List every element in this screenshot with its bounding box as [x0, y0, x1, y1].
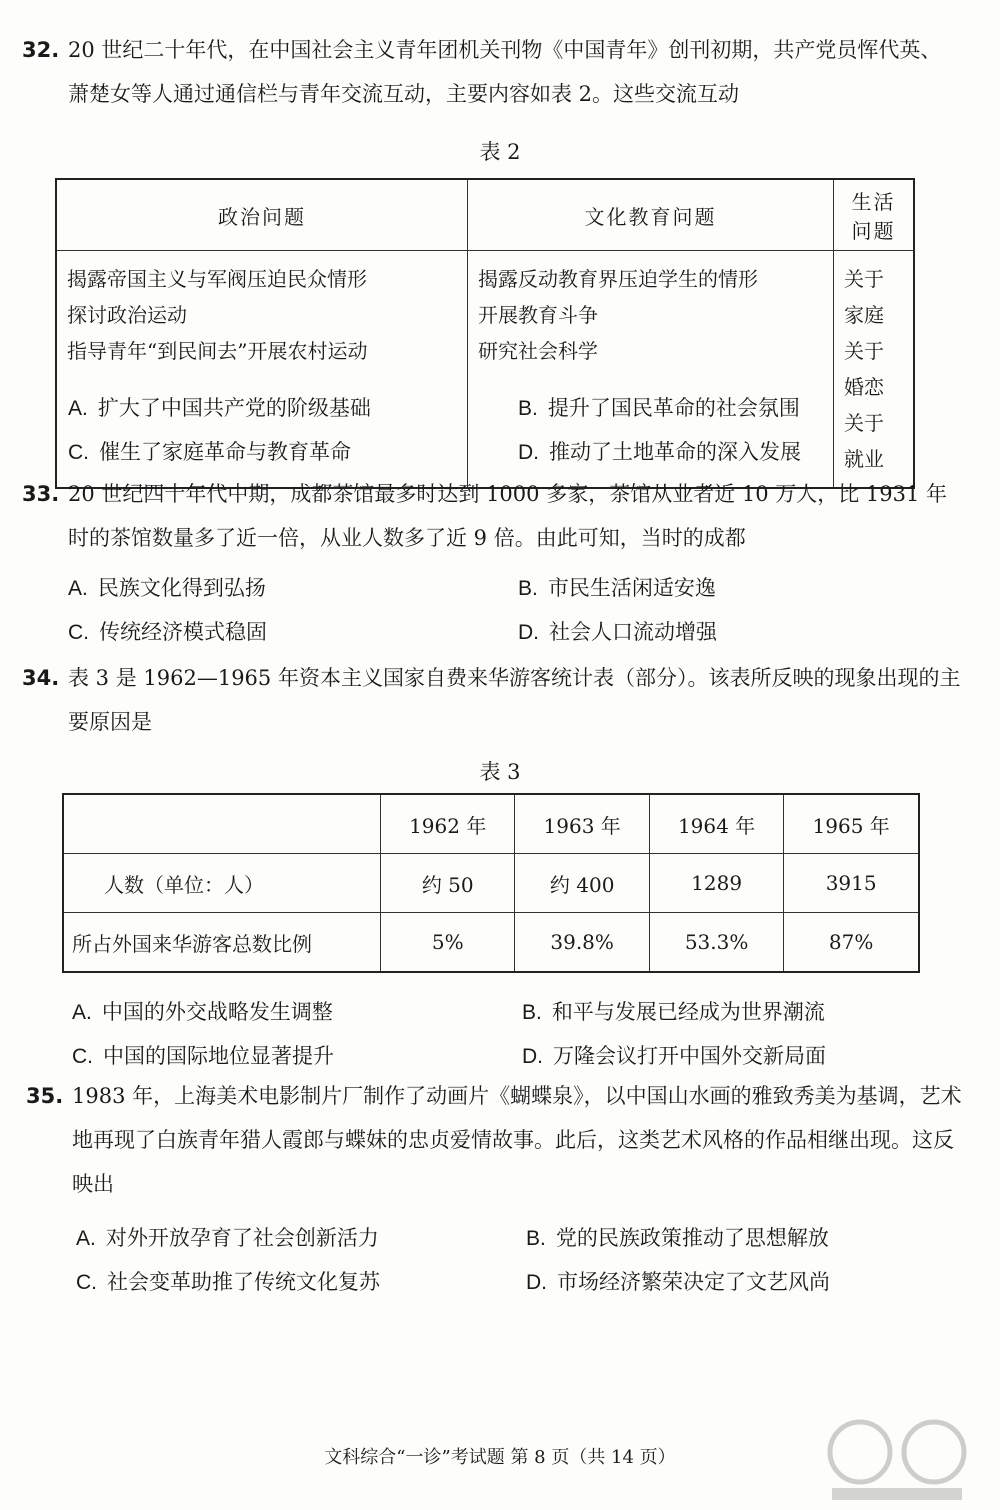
table-header: 文化教育问题: [468, 179, 834, 251]
table-cell: 5%: [381, 913, 515, 973]
option-text: 对外开放孕育了社会创新活力: [105, 1226, 379, 1250]
table-cell: 约 50: [381, 854, 515, 913]
cell-line: 研究社会科学: [478, 339, 598, 363]
option-text: 中国的国际地位显著提升: [103, 1044, 334, 1068]
option-letter: D.: [518, 441, 539, 464]
option-text: 中国的外交战略发生调整: [101, 1000, 333, 1024]
question-number: 34.: [22, 666, 60, 690]
options-34: [72, 990, 972, 1078]
option-c[interactable]: [68, 610, 518, 654]
cell-line: 揭露帝国主义与军阀压迫民众情形: [67, 267, 367, 291]
option-b[interactable]: [518, 566, 968, 610]
option-letter: B.: [522, 1001, 542, 1024]
table-cell: 53.3%: [649, 913, 783, 973]
cell-line: 关于家庭: [844, 267, 884, 327]
option-letter: A.: [72, 1001, 92, 1024]
option-a[interactable]: [68, 566, 518, 610]
option-text: 党的民族政策推动了思想解放: [555, 1226, 829, 1250]
table-cell: 3915: [784, 854, 919, 913]
option-text: 提升了国民革命的社会氛围: [547, 396, 800, 420]
option-text: 社会人口流动增强: [549, 620, 717, 644]
question-stem: 表 3 是 1962—1965 年资本主义国家自费来华游客统计表（部分）。该表所反映的现象出现的主要原因是: [68, 666, 961, 734]
option-c[interactable]: [76, 1260, 526, 1304]
option-text: 扩大了中国共产党的阶级基础: [97, 396, 371, 420]
option-letter: A.: [68, 397, 88, 420]
table-3: [62, 793, 920, 973]
option-letter: C.: [68, 441, 89, 464]
table-header: 1965 年: [784, 794, 919, 854]
row-label: 所占外国来华游客总数比例: [63, 913, 381, 973]
option-text: 传统经济模式稳固: [99, 620, 267, 644]
table-cell: 87%: [784, 913, 919, 973]
page-footer: 文科综合“一诊”考试题 第 8 页（共 14 页）: [324, 1447, 676, 1468]
option-b[interactable]: [522, 990, 972, 1034]
option-text: 和平与发展已经成为世界潮流: [551, 1000, 825, 1024]
cell-line: 探讨政治运动: [67, 303, 187, 327]
table-header: 政治问题: [56, 179, 468, 251]
option-letter: D.: [522, 1045, 543, 1068]
question-number: 33.: [22, 482, 60, 506]
option-letter: C.: [72, 1045, 93, 1068]
cell-line: 指导青年“到民间去”开展农村运动: [67, 339, 368, 363]
table-caption: 表 3: [479, 760, 521, 784]
table-corner-cell: [63, 794, 381, 854]
option-text: 催生了家庭革命与教育革命: [99, 440, 351, 464]
cell-line: 开展教育斗争: [478, 303, 598, 327]
option-letter: C.: [68, 621, 89, 644]
table-cell: 39.8%: [515, 913, 649, 973]
option-text: 市场经济繁荣决定了文艺风尚: [557, 1270, 830, 1294]
option-a[interactable]: [68, 386, 518, 430]
table-cell: 1289: [649, 854, 783, 913]
option-letter: B.: [518, 397, 538, 420]
watermark-logo-icon: [812, 1410, 982, 1505]
option-letter: B.: [526, 1227, 546, 1250]
options-33: [68, 566, 968, 654]
row-label: 人数（单位：人）: [63, 854, 381, 913]
options-32: [68, 386, 968, 474]
option-a[interactable]: [76, 1216, 526, 1260]
option-letter: D.: [518, 621, 539, 644]
option-letter: D.: [526, 1271, 547, 1294]
option-text: 民族文化得到弘扬: [97, 576, 266, 600]
option-d[interactable]: [526, 1260, 976, 1304]
option-b[interactable]: [518, 386, 968, 430]
table-header: 1964 年: [649, 794, 783, 854]
cell-line: 关于婚恋: [844, 339, 884, 399]
option-letter: C.: [76, 1271, 97, 1294]
option-letter: A.: [68, 577, 88, 600]
option-d[interactable]: [518, 610, 968, 654]
option-b[interactable]: [526, 1216, 976, 1260]
question-35: [26, 1074, 966, 1206]
option-text: 社会变革助推了传统文化复苏: [107, 1270, 380, 1294]
question-number: 35.: [26, 1084, 64, 1108]
table-header: 1962 年: [381, 794, 515, 854]
table-header: 生活问题: [834, 179, 915, 251]
table-caption: 表 2: [479, 140, 521, 164]
question-stem: 20 世纪二十年代，在中国社会主义青年团机关刊物《中国青年》创刊初期，共产党员恽代英、萧楚女等人通过通信栏与青年交流互动，主要内容如表 2。这些交流互动: [68, 38, 942, 106]
option-a[interactable]: [72, 990, 522, 1034]
options-35: [76, 1216, 976, 1304]
cell-line: 揭露反动教育界压迫学生的情形: [478, 267, 758, 291]
question-stem: 1983 年，上海美术电影制片厂制作了动画片《蝴蝶泉》，以中国山水画的雅致秀美为基调，艺术地再现了白族青年猎人霞郎与蝶妹的忠贞爱情故事。此后，这类艺术风格的作品相继出现。这反映出: [72, 1084, 962, 1196]
option-text: 推动了土地革命的深入发展: [549, 440, 801, 464]
question-34: [22, 656, 962, 744]
cell-line: 关于就业: [844, 411, 884, 471]
table-header: 1963 年: [515, 794, 649, 854]
option-text: 万隆会议打开中国外交新局面: [553, 1044, 826, 1068]
option-c[interactable]: [72, 1034, 522, 1078]
question-stem: 20 世纪四十年代中期，成都茶馆最多时达到 1000 多家，茶馆从业者近 10 万人，比 1931 年时的茶馆数量多了近一倍，从业人数多了近 9 倍。由此可知，当时的成都: [68, 482, 948, 550]
question-32: [22, 28, 962, 116]
option-d[interactable]: [518, 430, 968, 474]
option-c[interactable]: [68, 430, 518, 474]
option-letter: B.: [518, 577, 538, 600]
option-text: 市民生活闲适安逸: [547, 576, 716, 600]
table-cell: 约 400: [515, 854, 649, 913]
option-letter: A.: [76, 1227, 96, 1250]
option-d[interactable]: [522, 1034, 972, 1078]
question-33: [22, 472, 962, 560]
question-number: 32.: [22, 38, 60, 62]
